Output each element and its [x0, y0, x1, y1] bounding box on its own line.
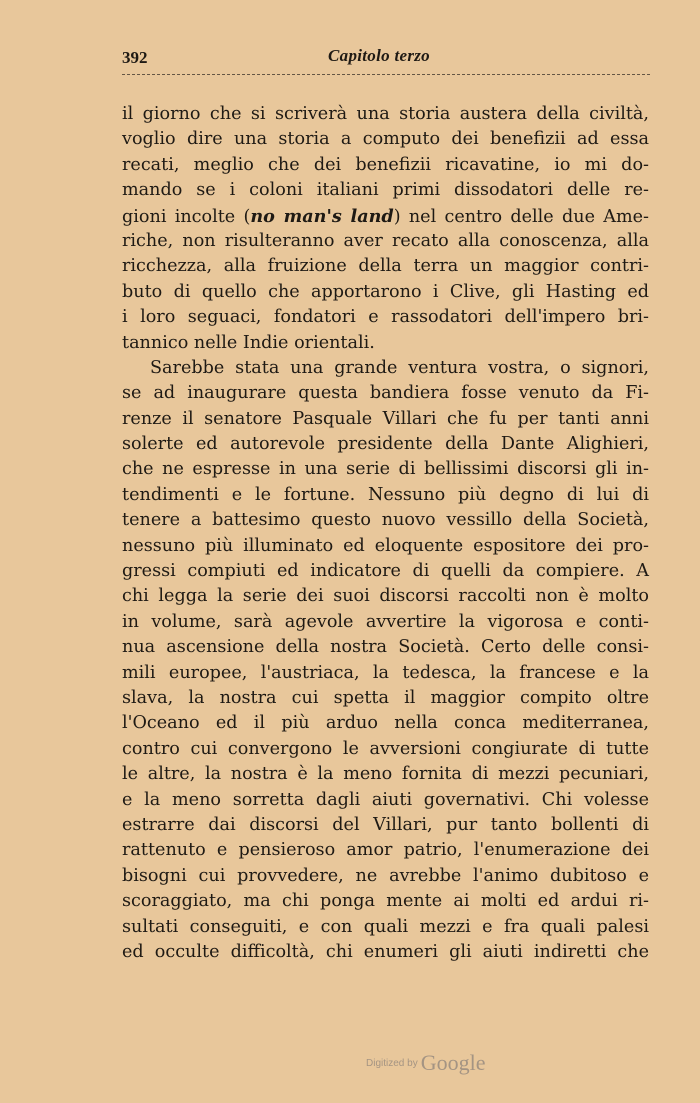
- text-line: tenere a battesimo questo nuovo vessillo della Società,: [122, 510, 649, 531]
- text-line: che ne espresse in una serie di bellissimi discorsi gli in-: [122, 459, 649, 480]
- text-line: voglio dire una storia a computo dei benefizii ad essa: [122, 129, 649, 150]
- text-line: sultati conseguiti, e con quali mezzi e fra quali palesi: [122, 916, 649, 937]
- italic-phrase: no man's land: [250, 205, 394, 227]
- text-line: mando se i coloni italiani primi dissodatori delle re-: [122, 180, 649, 201]
- text-line: nessuno più illuminato ed eloquente espositore dei pro-: [122, 535, 649, 556]
- text-line: in volume, sarà agevole avvertire la vigorosa e conti-: [122, 611, 649, 632]
- page-number: 392: [122, 48, 148, 67]
- text-line: scoraggiato, ma chi ponga mente ai molti ed ardui ri-: [122, 891, 649, 912]
- text-line: e la meno sorretta dagli aiuti governativi. Chi volesse: [122, 789, 649, 810]
- text-line: nua ascensione della nostra Società. Certo delle consi-: [122, 637, 649, 658]
- text-line: rattenuto e pensieroso amor patrio, l'enumerazione dei: [122, 840, 649, 861]
- text-line: l'Oceano ed il più arduo nella conca mediterranea,: [122, 713, 649, 734]
- digitized-by-google-watermark: [366, 1050, 485, 1080]
- text-line: Sarebbe stata una grande ventura vostra, o signori,: [150, 357, 649, 378]
- google-logo: Google: [420, 1050, 486, 1075]
- text-fragment: ) nel centro delle due Ame-: [393, 206, 649, 227]
- text-line: se ad inaugurare questa bandiera fosse venuto da Fi-: [122, 383, 649, 404]
- text-line: mili europee, l'austriaca, la tedesca, la francese e la: [122, 662, 649, 683]
- text-line: le altre, la nostra è la meno fornita di mezzi pecuniari,: [122, 764, 649, 785]
- watermark-prefix: Digitized by: [366, 1057, 418, 1069]
- header-rule: [122, 74, 650, 75]
- text-line: bisogni cui provvedere, ne avrebbe l'animo dubitoso e: [122, 865, 649, 886]
- text-line: tannico nelle Indie orientali.: [122, 332, 375, 353]
- text-line: slava, la nostra cui spetta il maggior compito oltre: [122, 687, 649, 708]
- text-line: renze il senatore Pasquale Villari che fu per tanti anni: [122, 408, 649, 429]
- text-line: estrarre dai discorsi del Villari, pur tanto bollenti di: [122, 814, 649, 835]
- text-line: solerte ed autorevole presidente della Dante Alighieri,: [122, 434, 649, 455]
- text-line-with-italic: [122, 204, 649, 229]
- text-line: gressi compiuti ed indicatore di quelli da compiere. A: [122, 561, 649, 582]
- text-line: buto di quello che apportarono i Clive, gli Hasting ed: [122, 281, 649, 302]
- running-head: [122, 48, 650, 70]
- text-line: il giorno che si scriverà una storia austera della civiltà,: [122, 104, 649, 124]
- body-text: [122, 102, 649, 965]
- text-line: i loro seguaci, fondatori e rassodatori dell'impero bri-: [122, 307, 649, 328]
- text-line: tendimenti e le fortune. Nessuno più degno di lui di: [122, 484, 649, 505]
- text-line: ed occulte difficoltà, chi enumeri gli aiuti indiretti che: [122, 941, 649, 962]
- text-line: riche, non risulteranno aver recato alla conoscenza, alla: [122, 230, 649, 251]
- text-line: chi legga la serie dei suoi discorsi raccolti non è molto: [122, 586, 649, 607]
- chapter-title: Capitolo terzo: [328, 46, 430, 65]
- text-line: contro cui convergono le avversioni congiurate di tutte: [122, 738, 649, 759]
- text-line: recati, meglio che dei benefizii ricavatine, io mi do-: [122, 154, 649, 175]
- text-line: ricchezza, alla fruizione della terra un maggior contri-: [122, 256, 649, 277]
- text-fragment: gioni incolte (: [122, 206, 251, 227]
